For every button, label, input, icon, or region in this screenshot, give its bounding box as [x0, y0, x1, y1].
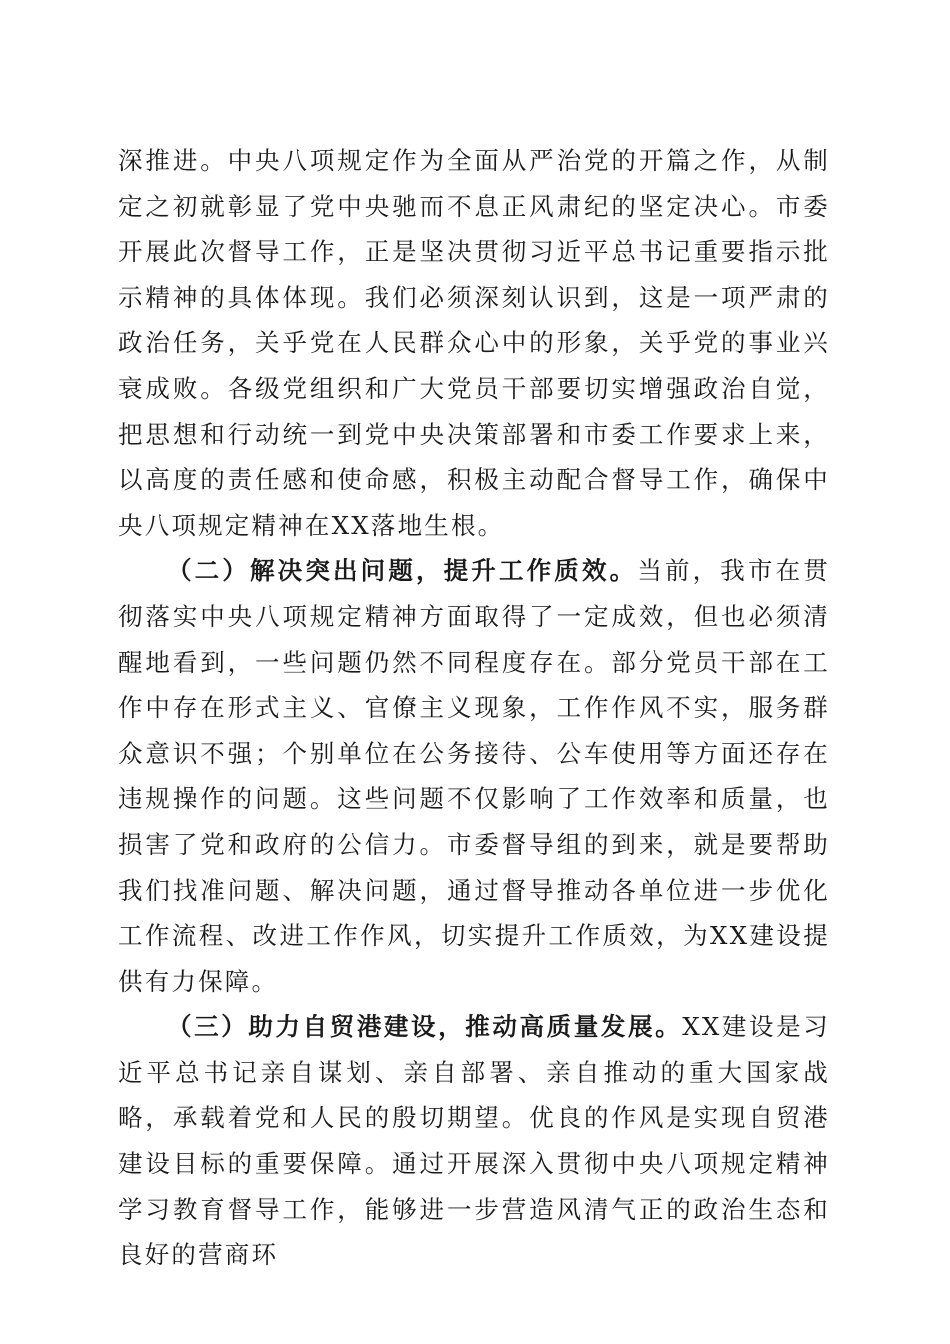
paragraph-section-2 [118, 548, 830, 1004]
paragraph-text: 当前，我市在贯彻落实中央八项规定精神方面取得了一定成效，但也必须清醒地看到，一些问题仍然不同程度存在。部分党员干部在工作中存在形式主义、官僚主义现象，工作作风不实，服务群众意识不强；个别单位在公务接待、公车使用等方面还存在违规操作的问题。这些问题不仅影响了工作效率和质量，也损害了党和政府的公信力。市委督导组的到来，就是要帮助我们找准问题、解决问题，通过督导推动各单位进一步优化工作流程、改进工作作风，切实提升工作质效，为XX建设提供有力保障。 [118, 556, 830, 996]
paragraph-text: 深推进。中央八项规定作为全面从严治党的开篇之作，从制定之初就彰显了党中央驰而不息正风肃纪的坚定决心。市委开展此次督导工作，正是坚决贯彻习近平总书记重要指示批示精神的具体体现。我们必须深刻认识到，这是一项严肃的政治任务，关乎党在人民群众心中的形象，关乎党的事业兴衰成败。各级党组织和广大党员干部要切实增强政治自觉，把思想和行动统一到党中央决策部署和市委工作要求上来，以高度的责任感和使命感，积极主动配合督导工作，确保中央八项规定精神在XX落地生根。 [118, 146, 830, 540]
section-2-heading: （二）解决突出问题，提升工作质效。 [167, 556, 638, 586]
paragraph-continuation [118, 138, 830, 548]
paragraph-text: XX建设是习近平总书记亲自谋划、亲自部署、亲自推动的重大国家战略，承载着党和人民的殷切期望。优良的作风是实现自贸港建设目标的重要保障。通过开展深入贯彻中央八项规定精神学习教育督导工作，能够进一步营造风清气正的政治生态和良好的营商环 [118, 1012, 830, 1270]
document-body [118, 138, 830, 1278]
paragraph-section-3 [118, 1004, 830, 1278]
section-3-heading: （三）助力自贸港建设，推动高质量发展。 [167, 1012, 683, 1042]
